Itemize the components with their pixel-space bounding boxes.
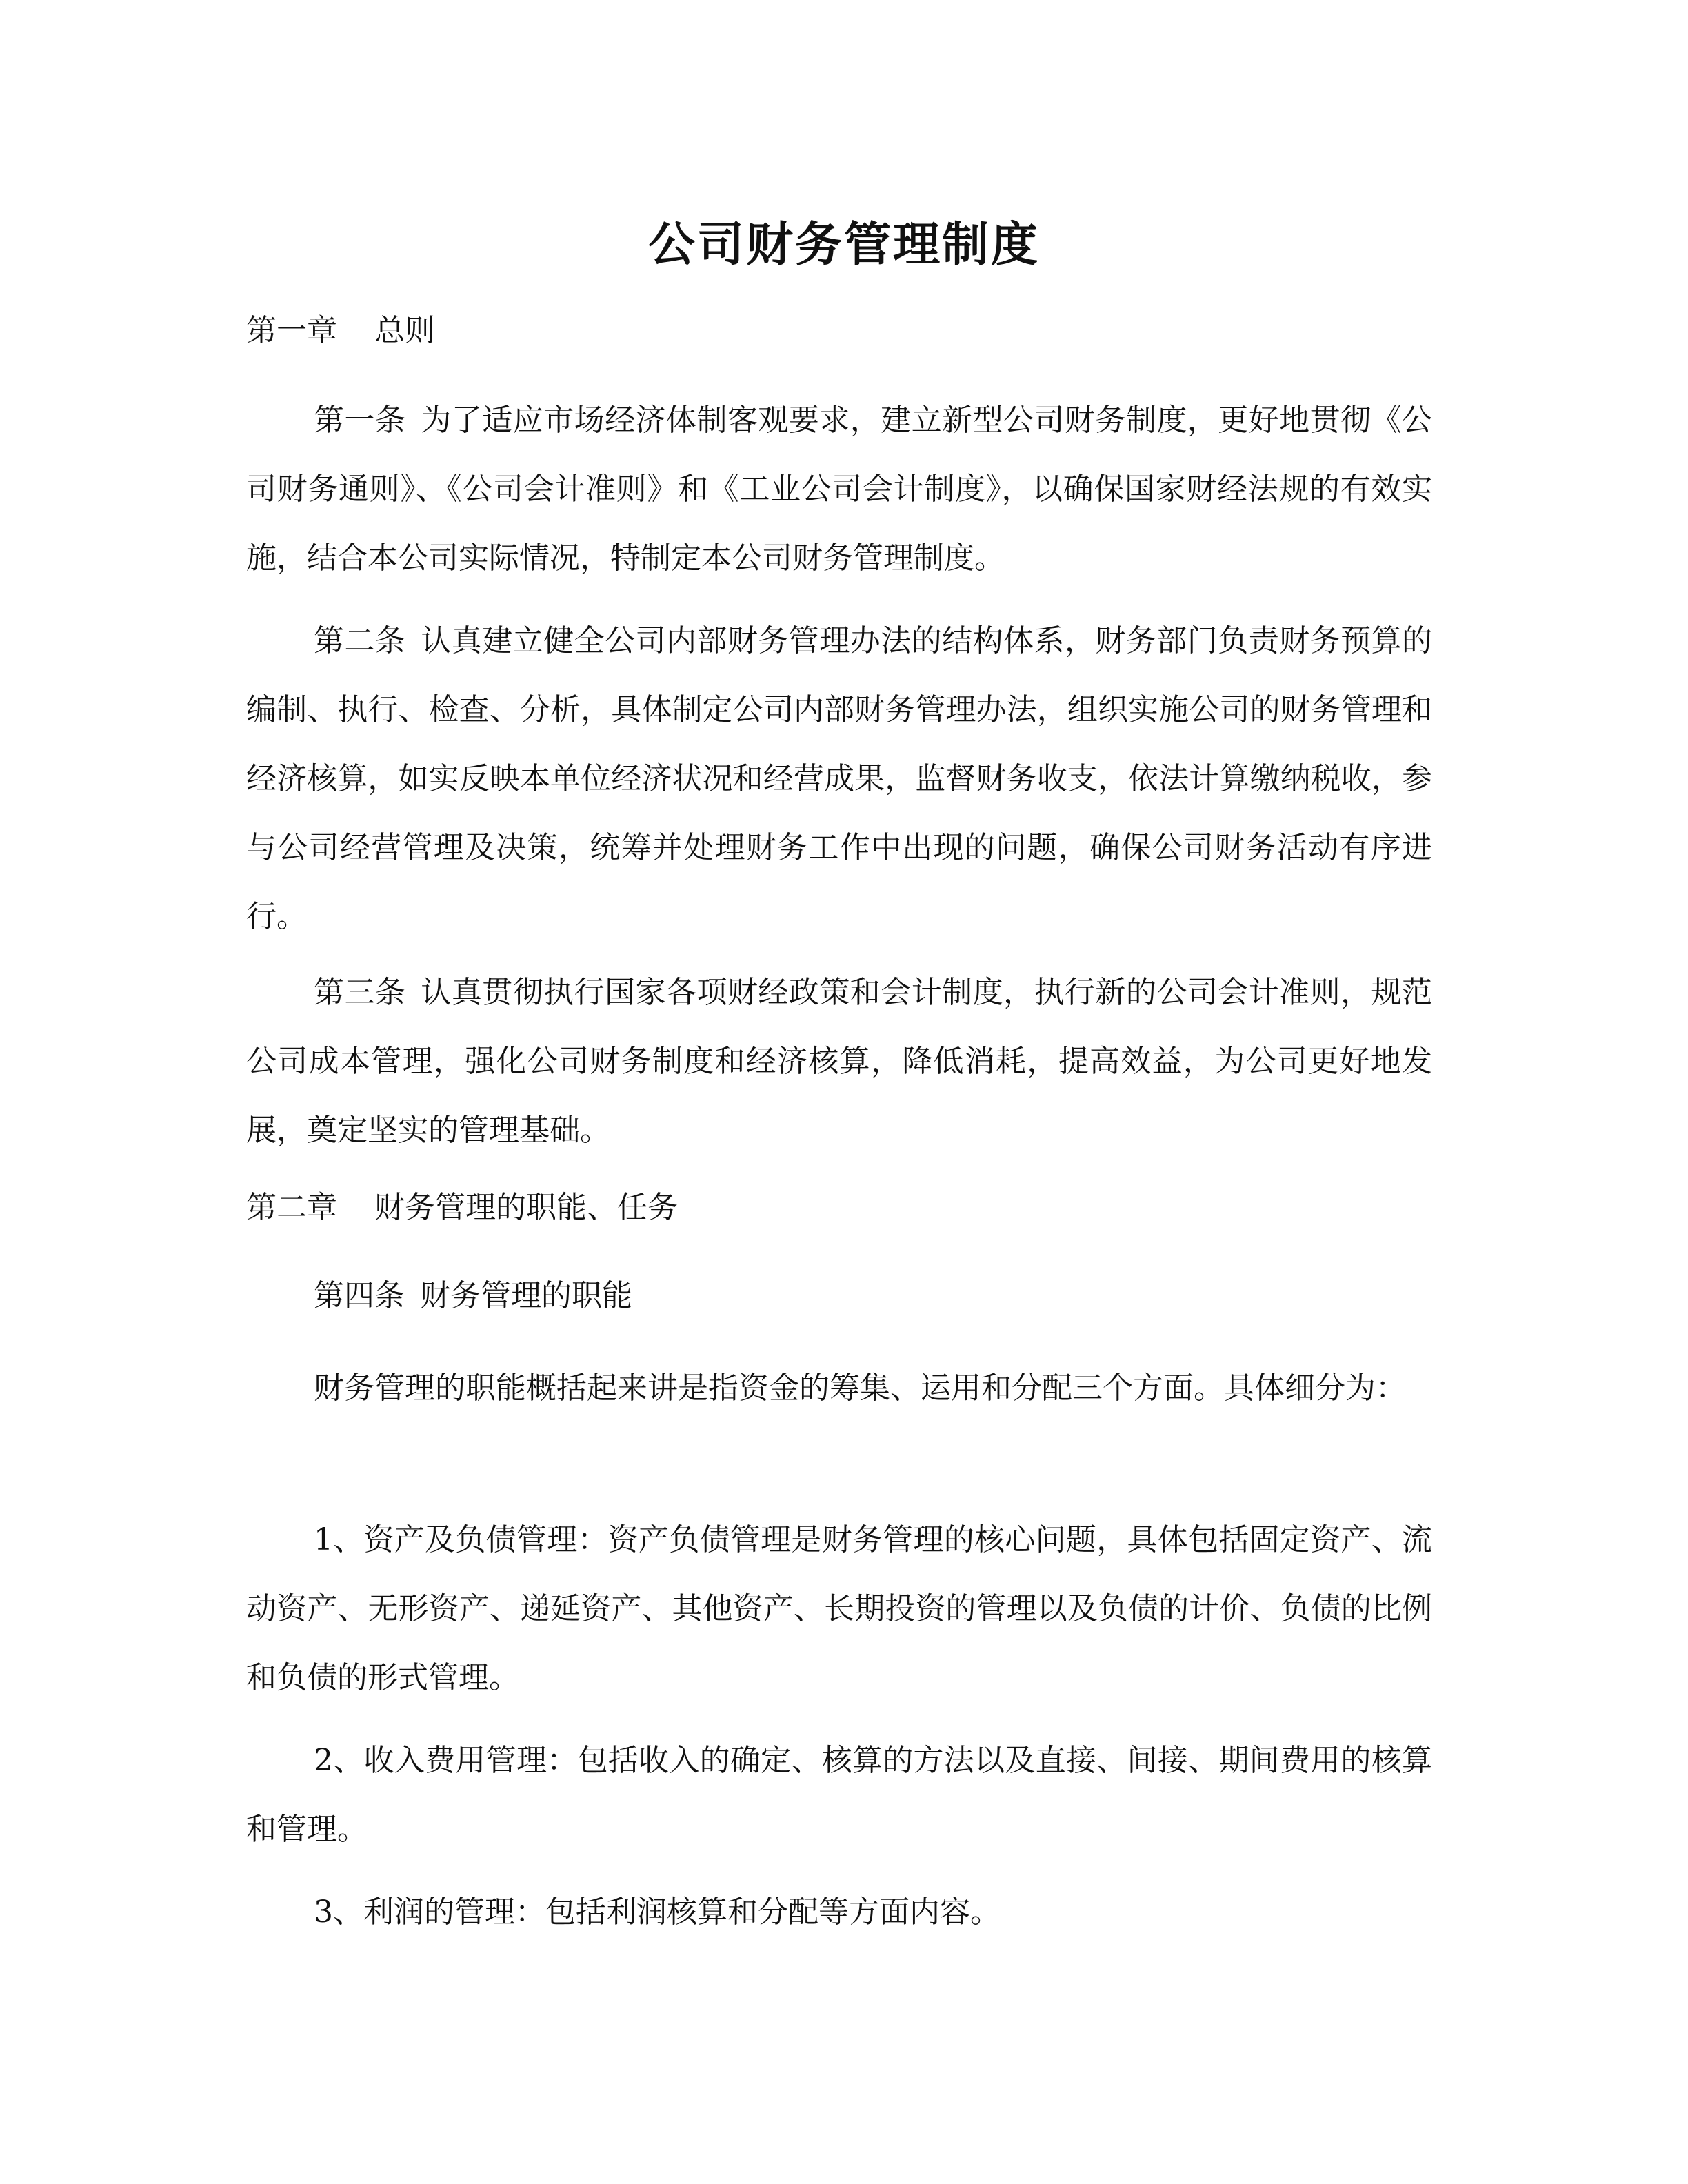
functions-paragraph: 财务管理的职能概括起来讲是指资金的筹集、运用和分配三个方面。具体细分为： — [314, 1371, 1406, 1406]
article-4-text: 财务管理的职能 — [420, 1278, 632, 1313]
article-1 — [246, 386, 1432, 593]
article-2-label: 第二条 — [314, 623, 406, 658]
list-item-1: 1、资产及负债管理：资产负债管理是财务管理的核心问题，具体包括固定资产、流动资产、无形资产、递延资产、其他资产、长期投资的管理以及负债的计价、负债的比例和负债的形式管理。 — [246, 1522, 1432, 1695]
list-item-2: 2、收入费用管理：包括收入的确定、核算的方法以及直接、间接、期间费用的核算和管理。 — [246, 1743, 1432, 1847]
article-3-label: 第三条 — [314, 975, 406, 1010]
chapter-2-heading — [246, 1180, 1460, 1235]
article-3 — [246, 958, 1432, 1165]
document-title: 公司财务管理制度 — [647, 217, 1040, 272]
chapter-1-heading — [246, 303, 1460, 358]
list-item-3: 3、利润的管理：包括利润核算和分配等方面内容。 — [314, 1894, 1001, 1930]
article-4 — [246, 1262, 1432, 1331]
article-3-text: 认真贯彻执行国家各项财经政策和会计制度，执行新的公司会计准则，规范公司成本管理，强化公司财务制度和经济核算，降低消耗，提高效益，为公司更好地发展，奠定坚实的管理基础。 — [246, 975, 1433, 1148]
chapter-2-number: 第二章 — [246, 1190, 337, 1225]
chapter-2-name: 财务管理的职能、任务 — [374, 1190, 678, 1225]
article-1-label: 第一条 — [314, 403, 406, 438]
article-2-text: 认真建立健全公司内部财务管理办法的结构体系，财务部门负责财务预算的编制、执行、检查、分析，具体制定公司内部财务管理办法，组织实施公司的财务管理和经济核算，如实反映本单位经济状况和经营成果，监督财务收支，依法计算缴纳税收，参与公司经营管理及决策，统筹并处理财务工作中出现的问题，确保公司财务活动有序进行。 — [246, 623, 1433, 934]
article-4-label: 第四条 — [314, 1278, 405, 1313]
chapter-1-name: 总则 — [374, 313, 435, 348]
chapter-1-number: 第一章 — [246, 313, 337, 348]
article-1-text: 为了适应市场经济体制客观要求，建立新型公司财务制度，更好地贯彻《公司财务通则》、《公司会计准则》和《工业公司会计制度》，以确保国家财经法规的有效实施，结合本公司实际情况，特制定本公司财务管理制度。 — [246, 403, 1433, 576]
article-2 — [246, 607, 1432, 951]
